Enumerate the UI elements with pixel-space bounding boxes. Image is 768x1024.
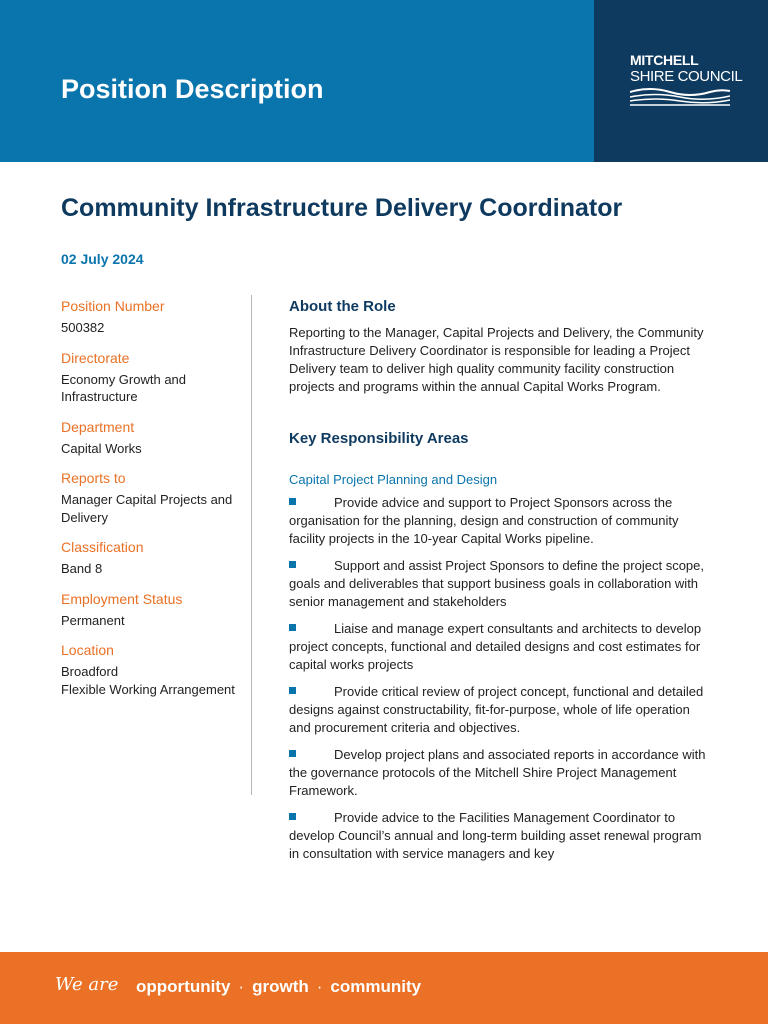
square-bullet-icon [289,687,296,694]
tagline-separator: · [238,977,245,996]
field-location [61,641,251,698]
tagline-separator: · [316,977,323,996]
list-item-text: Provide advice and support to Project Sponsors across the organisation for the planning, design and construction of community facility projects in the 10-year Capital Works pipeline. [289,495,679,546]
list-item-text: Provide advice to the Facilities Management Coordinator to develop Council’s annual and long-term building asset renewal program in consultation with service managers and key [289,810,702,861]
tagline-word: opportunity [136,977,231,996]
field-label: Position Number [61,298,165,314]
square-bullet-icon [289,750,296,757]
column-divider [251,295,252,795]
field-employment-status [61,590,251,630]
list-item-text: Provide critical review of project concept, functional and detailed designs against constructability, fit-for-purpose, whole of life operation and procurement criteria and objectives. [289,684,704,735]
field-label: Department [61,418,135,435]
field-directorate [61,349,251,406]
field-value: Economy Growth and Infrastructure [61,371,187,404]
document-type-title: Position Description [61,74,324,104]
list-item-text: Develop project plans and associated reports in accordance with the governance protocols of the Mitchell Shire Project Management Framework. [289,747,706,798]
field-label: Classification [61,539,144,555]
logo-waves-icon [630,86,730,108]
document-date: 02 July 2024 [61,251,144,267]
square-bullet-icon [289,498,296,505]
footer-tagline-bar [0,952,768,1024]
list-item [289,809,714,863]
tagline-word: community [330,977,422,996]
square-bullet-icon [289,561,296,568]
tagline-words [136,977,421,997]
kra-heading: Key Responsibility Areas [289,430,469,447]
list-item [289,557,714,611]
list-item [289,620,714,674]
about-heading: About the Role [289,298,396,315]
tagline-script: We are [55,974,119,995]
field-value: Band 8 [61,561,103,576]
field-label: Employment Status [61,590,183,607]
field-value: 500382 [61,320,105,335]
list-item [289,494,714,548]
list-item-text: Support and assist Project Sponsors to define the project scope, goals and deliverables that support business goals in collaboration with senior management and stakeholders [289,558,704,609]
responsibility-list [289,494,714,863]
field-label: Location [61,642,114,658]
field-department [61,418,251,458]
about-text: Reporting to the Manager, Capital Projects and Delivery, the Community Infrastructure Delivery Coordinator is responsible for leading a Project Delivery team to deliver high quality community facility construction projects and programs within the annual Capital Works Program. [289,325,704,394]
list-item-text: Liaise and manage expert consultants and architects to develop project concepts, functional and detailed designs and cost estimates for capital works projects [289,621,702,672]
list-item [289,683,714,737]
field-value: Broadford [61,664,119,679]
list-item [289,746,714,800]
square-bullet-icon [289,813,296,820]
field-value: Permanent [61,612,125,628]
header-banner [0,0,594,162]
field-value: Capital Works [61,440,142,456]
main-content [289,297,714,872]
square-bullet-icon [289,624,296,631]
tagline-word: growth [252,977,309,996]
logo-text-line1: MITCHELL [630,52,699,68]
kra-subheading: Capital Project Planning and Design [289,472,498,487]
position-details-sidebar [61,297,251,710]
field-label: Directorate [61,349,130,366]
field-position-number [61,297,251,337]
field-label: Reports to [61,470,126,486]
field-value-secondary: Flexible Working Arrangement [61,681,235,697]
position-title: Community Infrastructure Delivery Coordinator [61,194,623,222]
field-reports-to [61,469,251,526]
logo-text-line2: SHIRE COUNCIL [630,68,743,85]
council-logo [594,0,768,162]
field-classification [61,538,251,578]
field-value: Manager Capital Projects and Delivery [61,492,233,525]
